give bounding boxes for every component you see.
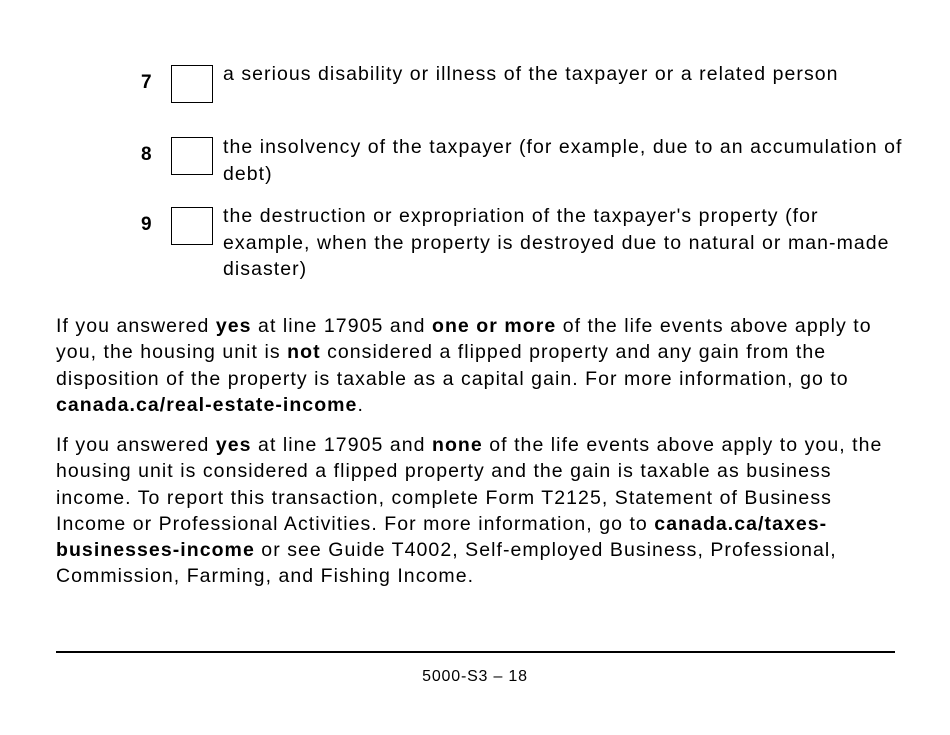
item-number: 8 [141, 144, 152, 165]
text-span: at line 17905 and [251, 434, 432, 456]
text-span: at line 17905 and [251, 315, 432, 337]
text-span: . [357, 393, 364, 416]
text-span: or see Guide T4002, Self-employed Business, Professional, Commission, Farming, and Fishing Income. [56, 539, 837, 588]
text-span: of the life events above apply to you, the housing unit is [56, 315, 872, 364]
item-text: the destruction or expropriation of the taxpayer's property (for example, when the property is destroyed due to natural or man-made disaster) [223, 205, 890, 280]
life-event-checkbox-9[interactable] [171, 207, 213, 245]
life-event-checkbox-7[interactable] [171, 65, 213, 103]
emphasis-yes: yes [215, 434, 252, 456]
item-number: 7 [141, 72, 152, 93]
emphasis-one-or-more: one or more [432, 315, 557, 337]
page-number: 5000-S3 – 18 [422, 668, 528, 685]
real-estate-income-link[interactable]: canada.ca/real-estate-income [56, 393, 358, 416]
emphasis-none: none [432, 434, 483, 456]
text-span: of the life events above apply to you, the housing unit is considered a flipped property and the gain is taxable as business income. To report this transaction, complete Form T2125, Statement of Business Income or Professional Activities. For more information, go to [56, 434, 883, 535]
footer-divider [56, 651, 895, 653]
text-span: If you answered [56, 315, 216, 337]
paragraph-one-or-more [56, 313, 906, 418]
emphasis-not: not [287, 341, 321, 364]
paragraph-none [56, 432, 906, 590]
text-span: If you answered [56, 434, 216, 456]
item-text: a serious disability or illness of the taxpayer or a related person [223, 63, 839, 85]
taxes-businesses-income-link[interactable]: canada.ca/taxes-businesses-income [56, 512, 828, 562]
item-number: 9 [141, 214, 152, 235]
life-event-checkbox-8[interactable] [171, 137, 213, 175]
item-text: the insolvency of the taxpayer (for example, due to an accumulation of debt) [223, 136, 903, 185]
text-span: considered a flipped property and any gain from the disposition of the property is taxable as a capital gain. For more information, go to [56, 341, 849, 390]
emphasis-yes: yes [215, 315, 252, 337]
